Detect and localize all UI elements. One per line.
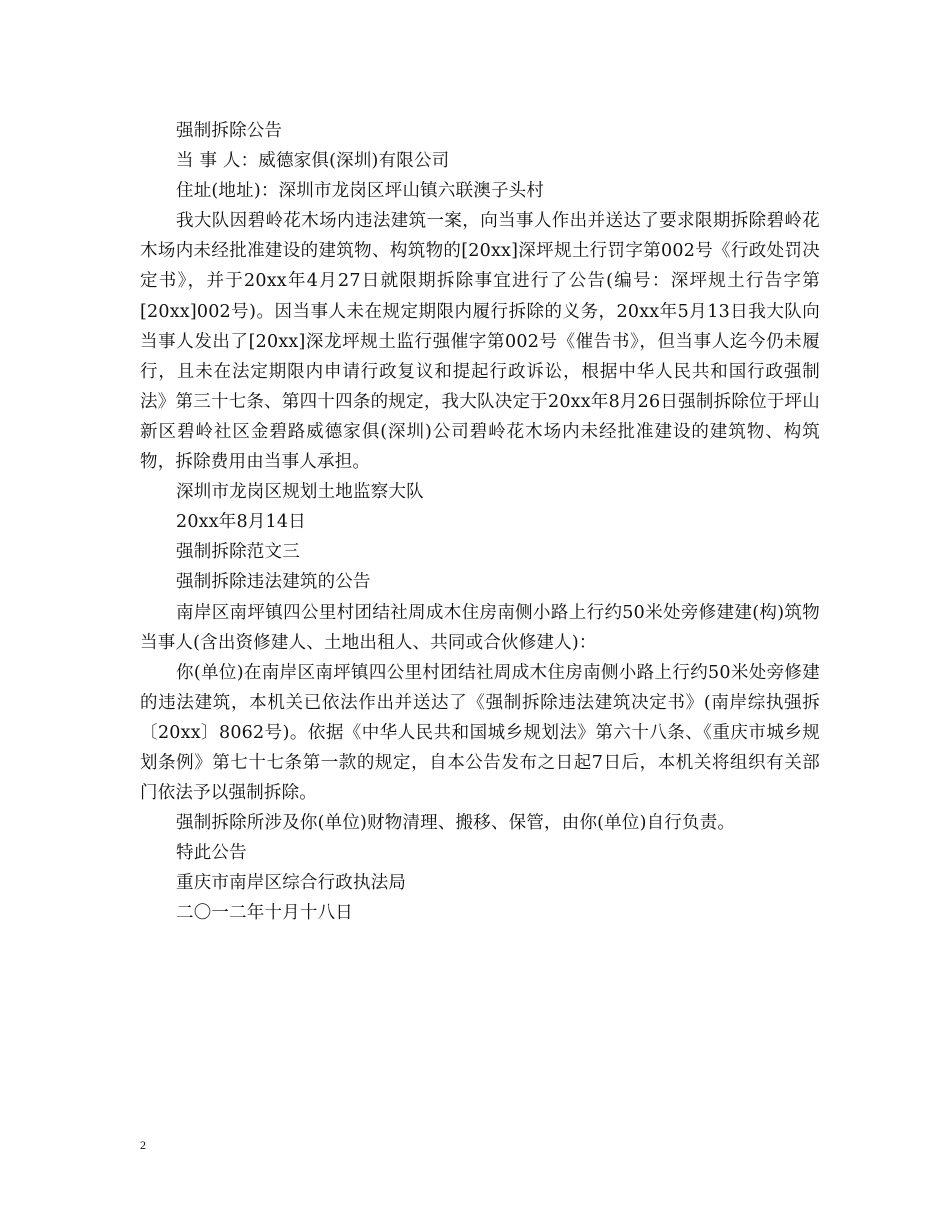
document-body	[140, 116, 820, 929]
issue-date-2: 二〇一二年十月十八日	[176, 903, 353, 924]
party-line: 当 事 人：威德家俱(深圳)有限公司	[176, 151, 450, 172]
closing-line: 特此公告	[176, 843, 247, 864]
notice-title-2: 强制拆除违法建筑的公告	[176, 572, 371, 593]
issuer-name: 深圳市龙岗区规划土地监察大队	[176, 482, 424, 503]
responsibility-paragraph: 强制拆除所涉及你(单位)财物清理、搬移、保管，由你(单位)自行负责。	[176, 813, 736, 834]
issue-date: 20xx年8月14日	[176, 512, 306, 533]
notice-title: 强制拆除公告	[176, 121, 283, 141]
notice-body-paragraph: 我大队因碧岭花木场内违法建筑一案，向当事人作出并送达了要求限期拆除碧岭花木场内未经批准建设的建筑物、构筑物的[20xx]深坪规土行罚字第002号《行政处罚决定书》，并于20xx年4月27日就限期拆除事宜进行了公告(编号：深坪规土行告字第[20xx]002号)。因当事人未在规定期限内履行拆除的义务，20xx年5月13日我大队向当事人发出了[20xx]深龙坪规土监行强催字第002号《催告书》，但当事人迄今仍未履行，且未在法定期限内申请行政复议和提起行政诉讼，根据中华人民共和国行政强制法》第三十七条、第四十四条的规定，我大队决定于20xx年8月26日强制拆除位于坪山新区碧岭社区金碧路威德家俱(深圳)公司碧岭花木场内未经批准建设的建筑物、构筑物，拆除费用由当事人承担。	[140, 211, 820, 473]
section-heading: 强制拆除范文三	[176, 542, 300, 563]
issuer-name-2: 重庆市南岸区综合行政执法局	[176, 873, 407, 894]
addressee-paragraph: 南岸区南坪镇四公里村团结社周成木住房南侧小路上行约50米处旁修建建(构)筑物当事人(含出资修建人、土地出租人、共同或合伙修建人)：	[140, 602, 820, 653]
notice-body-paragraph-2: 你(单位)在南岸区南坪镇四公里村团结社周成木住房南侧小路上行约50米处旁修建的违法建筑，本机关已依法作出并送达了《强制拆除违法建筑决定书》(南岸综执强拆〔20xx〕8062号)。依据《中华人民共和国城乡规划法》第六十八条、《重庆市城乡规划条例》第七十七条第一款的规定，自本公告发布之日起7日后，本机关将组织有关部门依法予以强制拆除。	[140, 662, 820, 804]
address-line: 住址(地址)：深圳市龙岗区坪山镇六联澳子头村	[176, 181, 545, 202]
page-number: 2	[140, 1138, 146, 1152]
